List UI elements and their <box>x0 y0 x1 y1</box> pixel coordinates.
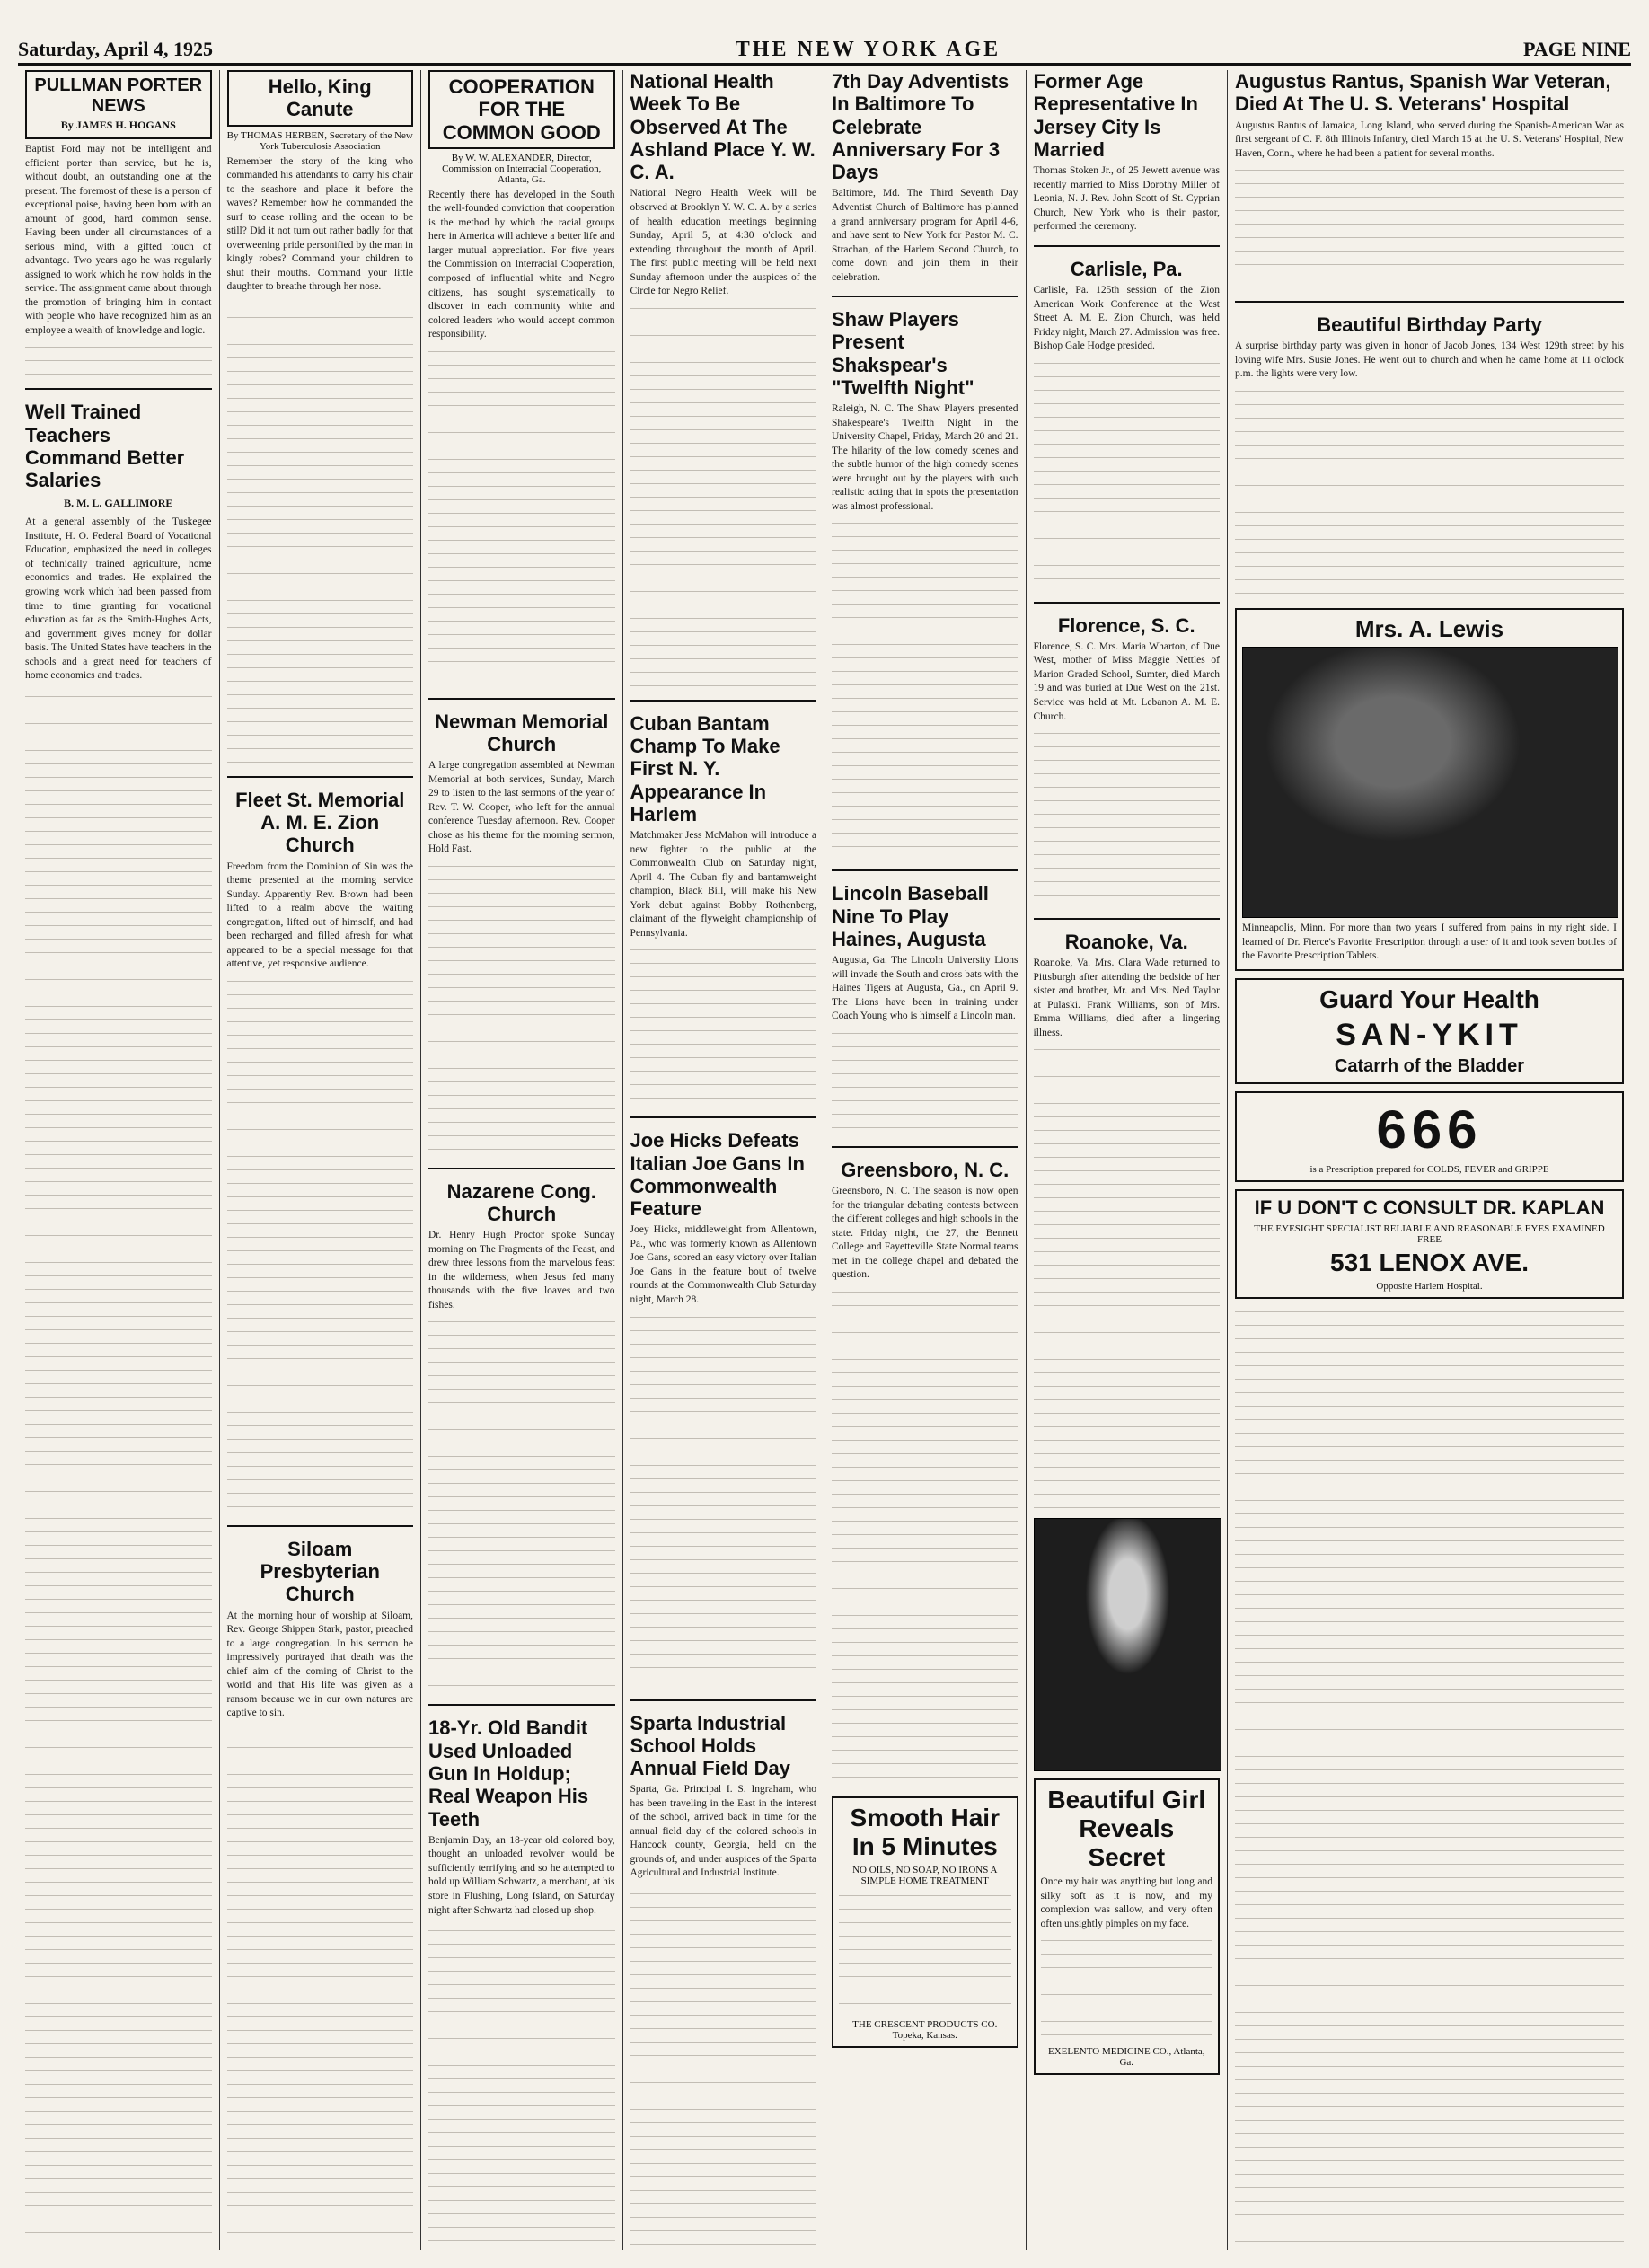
headline: Lincoln Baseball Nine To Play Haines, Augusta <box>832 882 989 950</box>
text-continuation <box>630 1311 817 1689</box>
text-continuation <box>630 303 817 689</box>
divider <box>1034 602 1221 604</box>
ad-title: Guard Your Health <box>1319 984 1539 1013</box>
article-joe-hicks <box>630 1129 817 1688</box>
text-continuation <box>630 944 817 1106</box>
article-carlisle <box>1034 258 1221 591</box>
article-body: Matchmaker Jess McMahon will introduce a new fighter to the public at the Commonwealth Club on Saturday night, April 4. The Cuban fly and bantamweight champion, Black Bill, will make his New York debut against Bobby Rothenberg, claimant of the flyweight championship of Pennsylvania. <box>630 830 816 939</box>
pullman-header-box <box>25 70 212 139</box>
headline: Hello, King Canute <box>227 70 414 127</box>
text-continuation <box>428 1925 615 2250</box>
article-fleet-street <box>227 789 414 1514</box>
portrait-caption: Mrs. A. Lewis <box>1354 614 1504 642</box>
headline: Augustus Rantus, Spanish War Veteran, Died At The U. S. Veterans' Hospital <box>1235 70 1611 116</box>
article-cuban-bantam <box>630 712 817 1107</box>
article-pullman <box>25 70 212 377</box>
article-body: Baltimore, Md. The Third Seventh Day Adventist Church of Baltimore has planned a grand anniversary program for April 4-6, and have sent to New York for Pastor M. C. Strachan, of the Harlem Second Church, to come down and join them in their celebration. <box>832 188 1018 283</box>
article-body: Benjamin Day, an 18-year old colored boy, thought an unloaded revolver would be sufficiently terrifying and so he attempted to hold up William Schwartz, a merchant, at his store in Flushing, Long Island, on Saturday night after Schwartz had closed up shop. <box>428 1834 615 1916</box>
article-body: Augustus Rantus of Jamaica, Long Island, who served during the Spanish-American War as first sergeant of C. F. 8th Illinois Infantry, died March 15 at the U. S. Veterans' Hospital, New Haven, Conn., where he had been a patient for several months. <box>1235 119 1624 159</box>
headline: Shaw Players Present Shakspear's "Twelfth Night" <box>832 308 974 399</box>
ad-666 <box>1235 1091 1624 1182</box>
ad-title: IF U DON'T C CONSULT DR. KAPLAN <box>1254 1196 1605 1219</box>
text-continuation <box>25 691 212 2250</box>
column-7 <box>1228 70 1631 2250</box>
ad-beautiful-girl <box>1034 1778 1221 2075</box>
lewis-portrait-image <box>1242 647 1618 918</box>
article-body: National Negro Health Week will be observed at Brooklyn Y. W. C. A. by a series of health education meetings beginning Sunday, April 5, at 4:30 o'clock and extending throughout the month of April. The first public meeting will be held next Sunday afternoon under the auspices of the Circle for Negro Relief. <box>630 188 816 297</box>
divider <box>630 700 817 702</box>
text-continuation <box>832 1286 1018 1789</box>
article-body: Greensboro, N. C. The season is now open for the triangular debating contests between the different colleges and high schools in the state. Friday night, the 27, the Bennett College and Fayetteville State Normal teams met in the college chapel and debated the question. <box>832 1186 1018 1281</box>
ad-title: Beautiful Girl Reveals Secret <box>1047 1786 1206 1872</box>
divider <box>1235 301 1624 303</box>
ad-brand: SAN-YKIT <box>1336 1017 1523 1052</box>
divider <box>428 1168 615 1169</box>
column-5 <box>824 70 1027 2250</box>
headline: PULLMAN PORTER NEWS <box>34 75 203 116</box>
text-continuation <box>1034 1044 1221 1511</box>
article-veteran <box>1235 70 1624 290</box>
headline: Joe Hicks Defeats Italian Joe Gans In Commonwealth Feature <box>630 1129 805 1221</box>
article-body: Augusta, Ga. The Lincoln University Lions will invade the South and cross bats with the Haines Tigers at Augusta, Ga., on April 9. The Lions have been in training under Coach Young who is himself a Lincoln man. <box>832 955 1018 1022</box>
article-body: A surprise birthday party was given in honor of Jacob Jones, 134 West 129th street by his loving wife Mrs. Susie Jones. He went out to church and when he came home at 11 o'clock p.m. the lights were very low. <box>1235 340 1624 380</box>
headline: Well Trained Teachers Command Better Salaries <box>25 401 185 492</box>
headline: Nazarene Cong. Church <box>446 1179 596 1226</box>
column-6 <box>1027 70 1229 2250</box>
byline: By W. W. ALEXANDER, Director, Commission on Interracial Cooperation, Atlanta, Ga. <box>442 152 602 185</box>
page-number: PAGE NINE <box>1523 38 1631 60</box>
text-continuation <box>428 346 615 687</box>
text-continuation <box>630 1888 817 2250</box>
headline: National Health Week To Be Observed At The Ashland Place Y. W. C. A. <box>630 70 816 184</box>
article-body: Recently there has developed in the South the well-founded conviction that cooperation is the method by which the racial groups here in America will achieve a better life and larger mutual appreciation. For five years the Commission on Interracial Cooperation, composed of influential white and Negro citizens, has sought systematically to discover in each community white and colored leaders who would accept common responsibility. <box>428 189 615 340</box>
divider <box>832 1146 1018 1148</box>
text-continuation <box>1034 357 1221 591</box>
article-former-age <box>1034 70 1221 234</box>
headline: Fleet St. Memorial A. M. E. Zion Church <box>235 788 405 857</box>
article-body: A large congregation assembled at Newman Memorial at both services, Sunday, March 29 to listen to the last sermons of the year of Rev. T. W. Cooper, who left for the annual conference Tuesday afternoon. Rev. Cooper chose as his theme for the morning sermon, Hold Fast. <box>428 760 615 855</box>
text-continuation <box>428 860 615 1157</box>
divider <box>25 388 212 390</box>
ad-sanykit <box>1235 978 1624 1084</box>
article-body: Thomas Stoken Jr., of 25 Jewett avenue was recently married to Miss Dorothy Miller of Leonia, N. J. Rev. John Scott of St. Cyprian Church, New York who is their pastor, performed the ceremony. <box>1033 165 1220 233</box>
headline: Newman Memorial Church <box>435 710 609 755</box>
article-siloam <box>227 1538 414 1721</box>
paper-title: THE NEW YORK AGE <box>735 37 1001 61</box>
article-newman <box>428 710 615 1157</box>
article-roanoke <box>1034 931 1221 1511</box>
ad-dr-kaplan <box>1235 1189 1624 1299</box>
article-columns <box>18 70 1631 2250</box>
column-4 <box>623 70 825 2250</box>
ad-company: EXELENTO MEDICINE CO., Atlanta, Ga. <box>1047 2046 1205 2069</box>
ad-body-continuation <box>1041 1935 1213 2043</box>
ad-address: 531 LENOX AVE. <box>1330 1248 1529 1276</box>
issue-date: Saturday, April 4, 1925 <box>18 38 213 60</box>
ad-smooth-hair <box>832 1796 1018 2048</box>
article-adventists <box>832 70 1018 285</box>
article-body: Freedom from the Dominion of Sin was the theme presented at the morning service Sunday. Apparently Rev. Brown had been lifted to a realm above the waiting congregation, lifted out of himself, and had been recharged and filled afresh for what appeared to be a special message for that attentive, yet responsive audience. <box>226 860 413 970</box>
text-continuation <box>1235 1306 1624 2250</box>
text-continuation <box>227 975 414 1514</box>
article-king-canute <box>227 70 414 765</box>
text-continuation <box>1034 728 1221 907</box>
article-body: Remember the story of the king who commanded his attendants to carry his chair to the seashore and place it before the waves? Remember how he commanded the surf to cease rolling and the ocean to be still? Did it not turn out rather badly for that overweening pride personified by the man in kingly robes? Command your children to shut their mouths. Command your little daughter to breathe through her nose. <box>226 155 413 293</box>
ad-subtitle: NO OILS, NO SOAP, NO IRONS A SIMPLE HOME TREATMENT <box>852 1864 998 1886</box>
article-body: Dr. Henry Hugh Proctor spoke Sunday morning on The Fragments of the Feast, and drew three lessons from the marvelous feast in the wilderness, when Jesus fed many thousands with the five loaves and two fishes. <box>428 1230 615 1310</box>
ad-body <box>839 1890 1011 2016</box>
ad-subtitle: Opposite Harlem Hospital. <box>1376 1280 1483 1292</box>
headline: Siloam Presbyterian Church <box>260 1537 380 1606</box>
article-body: Florence, S. C. Mrs. Maria Wharton, of Due West, mother of Miss Maggie Nettles of Marion Graded School, Sumter, died March 19 and was buried at Due West on the 21st. Service was held at Mt. Lebanon A. M. E. Church. <box>1033 640 1220 722</box>
divider <box>1034 918 1221 920</box>
divider <box>428 1704 615 1706</box>
column-1 <box>18 70 220 2250</box>
article-lincoln-baseball <box>832 882 1018 1134</box>
article-body: Baptist Ford may not be intelligent and efficient porter than service, but he is, without doubt, an outstanding one at the present. The foremost of these is a person of exceptional poise, having been born with an amount of good, hard common sense. Having been under all circumstances of a serious mind, with a gifted touch of advantage. Two years ago he was regularly assigned to work which he now holds in the service. The assignment came about through the promotion of bringing him in contact with people who have recognized him as an employee a wealth of knowledge and logic. <box>25 144 212 336</box>
text-continuation <box>832 1028 1018 1135</box>
headline: Carlisle, Pa. <box>1070 257 1183 280</box>
article-body: Raleigh, N. C. The Shaw Players presented Shakespeare's Twelfth Night in the University Chapel, Friday, March 20 and 21. The hilarity of the low comedy scenes and the subtle humor of the high comedy scenes were brought out by the players with such realistic acting that in spots the presentation was almost professional. <box>832 403 1018 512</box>
article-birthday <box>1235 313 1624 601</box>
headline: Cuban Bantam Champ To Make First N. Y. Appearance In Harlem <box>630 711 780 825</box>
headline: COOPERATION FOR THE COMMON GOOD <box>428 70 615 149</box>
text-continuation <box>227 298 414 765</box>
headline: Roanoke, Va. <box>1064 931 1188 954</box>
byline: By THOMAS HERBEN, Secretary of the New York Tuberculosis Association <box>226 129 413 152</box>
article-health-week <box>630 70 817 689</box>
divider <box>1034 245 1221 247</box>
headline: Former Age Representative In Jersey City Is Married <box>1033 70 1198 161</box>
byline: B. M. L. GALLIMORE <box>64 497 173 510</box>
divider <box>227 1525 414 1527</box>
byline: By JAMES H. HOGANS <box>60 119 176 131</box>
masthead <box>18 36 1631 66</box>
article-teachers <box>25 401 212 683</box>
divider <box>630 1699 817 1701</box>
text-continuation <box>25 341 212 377</box>
ad-title: 666 <box>1376 1099 1483 1160</box>
column-3 <box>421 70 623 2250</box>
divider <box>832 869 1018 871</box>
text-continuation <box>1235 164 1624 290</box>
article-bandit <box>428 1716 615 1918</box>
article-body: Roanoke, Va. Mrs. Clara Wade returned to Pittsburgh after attending the bedside of her sister and brother, Mr. and Mrs. Ned Taylor at Pulaski. Frank Williams, son of Mrs. Emma Williams, died after a lingering illness. <box>1033 958 1220 1038</box>
article-shaw-players <box>832 308 1018 859</box>
ad-body: Minneapolis, Minn. For more than two years I suffered from pains in my right side. I learned of Dr. Fierce's Favorite Prescription through a user of it and took seven bottles of the Favorite Prescription Tablets. <box>1242 922 1617 962</box>
ad-company: THE CRESCENT PRODUCTS CO. Topeka, Kansas. <box>852 2018 998 2041</box>
ad-mrs-lewis <box>1235 608 1624 971</box>
ad-title: Smooth Hair In 5 Minutes <box>850 1803 1000 1860</box>
article-body: Sparta, Ga. Principal I. S. Ingraham, who has been traveling in the East in the interest of the school, arrived back in time for the annual field day of the colored schools in Hancock county, Georgia, held on the grounds of, and under auspices of the Sparta Agricultural and Industrial Institute. <box>630 1784 816 1879</box>
divider <box>832 296 1018 297</box>
divider <box>227 776 414 778</box>
article-nazarene <box>428 1180 615 1694</box>
article-body: Joey Hicks, middleweight from Allentown, Pa., who was formerly known as Allentown Joe Gans, scored an easy victory over Italian Joe Gans in the feature bout of twelve rounds at the Commonwealth Club Saturday night, March 28. <box>630 1224 816 1305</box>
text-continuation <box>227 1728 414 2250</box>
column-2 <box>220 70 422 2250</box>
ad-body: THE EYESIGHT SPECIALIST RELIABLE AND REASONABLE EYES EXAMINED FREE <box>1254 1222 1605 1245</box>
text-continuation <box>832 517 1018 859</box>
ad-body: is a Prescription prepared for COLDS, FEVER and GRIPPE <box>1310 1163 1549 1175</box>
article-body: At the morning hour of worship at Siloam, Rev. George Shippen Stark, pastor, preached to a large congregation. In his sermon he impressively portrayed that death was the chief aim of the coming of Christ to the world and that His life was given as a ransom because we in our own natures are captive to sin. <box>226 1610 413 1719</box>
ad-body: Once my hair was anything but long and silky soft as it is now, and my complexion was sallow, and very often often unsightly pimples on my face. <box>1040 1876 1212 1929</box>
divider <box>428 698 615 700</box>
text-continuation <box>428 1316 615 1693</box>
article-body: Carlisle, Pa. 125th session of the Zion American Work Conference at the West Street A. M. E. Zion Church, was held Friday night, March 27. Admission was free. Bishop Gale Hodge presided. <box>1033 285 1220 352</box>
article-sparta <box>630 1712 817 1882</box>
headline: Sparta Industrial School Holds Annual Field Day <box>630 1711 790 1780</box>
headline: Florence, S. C. <box>1057 613 1195 637</box>
headline: Beautiful Birthday Party <box>1317 313 1542 337</box>
woman-portrait-image <box>1034 1518 1222 1771</box>
text-continuation <box>1235 385 1624 601</box>
headline: 7th Day Adventists In Baltimore To Celebrate Anniversary For 3 Days <box>832 70 1010 184</box>
ad-subtitle: Catarrh of the Bladder <box>1334 1055 1525 1076</box>
headline: Greensboro, N. C. <box>841 1158 1010 1181</box>
article-florence <box>1034 614 1221 907</box>
article-greensboro <box>832 1159 1018 1789</box>
article-body: At a general assembly of the Tuskegee Institute, H. O. Federal Board of Vocational Education, emphasized the need in colleges of technically trained agriculture, home economics and trades. He explained the growing work which had been passed from time to time granting for vocational education as far as the Smith-Hughes Acts, and government gives money for dollar basis. The United States have teachers in the schools and a great need for teachers of home economics and trades. <box>25 516 212 682</box>
headline: 18-Yr. Old Bandit Used Unloaded Gun In Holdup; Real Weapon His Teeth <box>428 1716 589 1831</box>
divider <box>630 1116 817 1118</box>
article-cooperation <box>428 70 615 687</box>
